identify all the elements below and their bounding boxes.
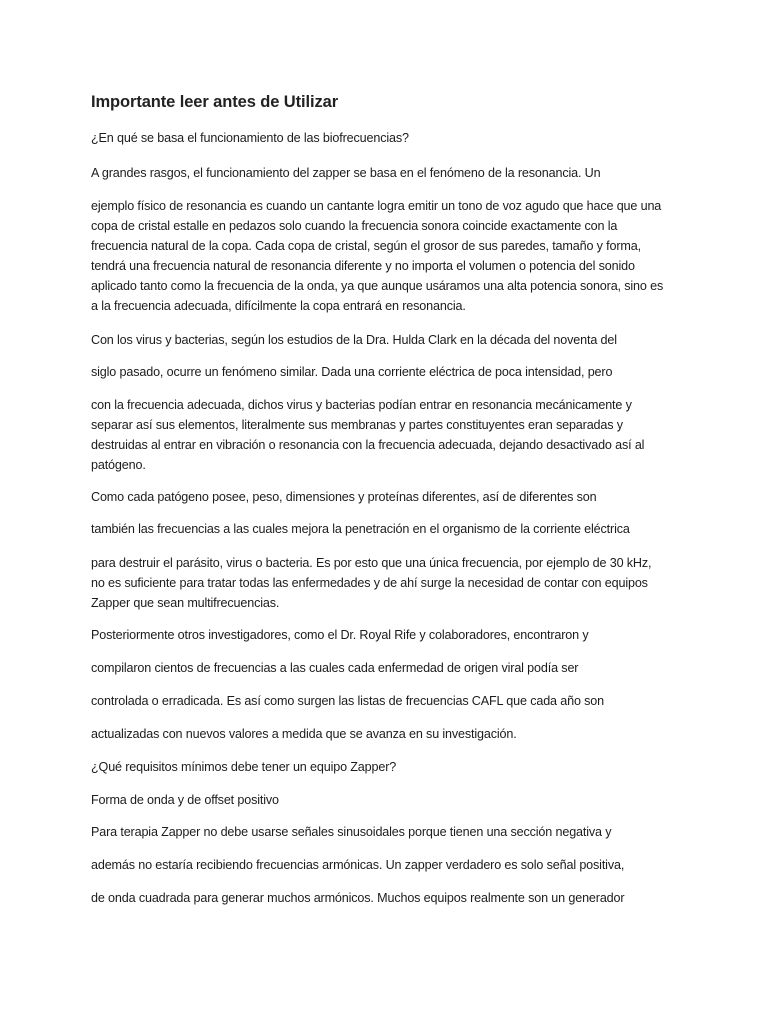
paragraph-line: Zapper que sean multifrecuencias. — [91, 596, 280, 610]
paragraph-line: separar así sus elementos, literalmente sus membranas y partes constituyentes eran separadas y — [91, 418, 623, 432]
paragraph-line: de onda cuadrada para generar muchos armónicos. Muchos equipos realmente son un generador — [91, 891, 625, 905]
paragraph-line: controlada o erradicada. Es así como surgen las listas de frecuencias CAFL que cada año son — [91, 694, 605, 708]
paragraph-line: no es suficiente para tratar todas las enfermedades y de ahí surge la necesidad de contar con equipos — [91, 576, 648, 590]
paragraph-line: patógeno. — [91, 458, 146, 472]
subheading-biofrequencies: ¿En qué se basa el funcionamiento de las biofrecuencias? — [91, 131, 409, 145]
paragraph-line: Posteriormente otros investigadores, como el Dr. Royal Rife y colaboradores, encontraron y — [91, 628, 589, 642]
paragraph-line: a la frecuencia adecuada, difícilmente la copa entrará en resonancia. — [91, 299, 466, 313]
paragraph-line: Con los virus y bacterias, según los estudios de la Dra. Hulda Clark en la década del noventa del — [91, 333, 617, 347]
paragraph-line: copa de cristal estalle en pedazos solo cuando la frecuencia sonora coincide exactamente con la — [91, 219, 618, 233]
paragraph-line: compilaron cientos de frecuencias a las cuales cada enfermedad de origen viral podía ser — [91, 661, 579, 675]
paragraph-line: también las frecuencias a las cuales mejora la penetración en el organismo de la corriente eléctrica — [91, 522, 630, 536]
paragraph-line: frecuencia natural de la copa. Cada copa de cristal, según el grosor de sus paredes, tamaño y forma, — [91, 239, 641, 253]
paragraph-line: destruidas al entrar en vibración o resonancia con la frecuencia adecuada, dejando desactivado así al — [91, 438, 645, 452]
paragraph-line: siglo pasado, ocurre un fenómeno similar. Dada una corriente eléctrica de poca intensidad, pero — [91, 365, 613, 379]
paragraph-line: Como cada patógeno posee, peso, dimensiones y proteínas diferentes, así de diferentes son — [91, 490, 597, 504]
paragraph-line: A grandes rasgos, el funcionamiento del zapper se basa en el fenómeno de la resonancia. Un — [91, 166, 601, 180]
paragraph-line: tendrá una frecuencia natural de resonancia diferente y no importa el volumen o potencia del sonido — [91, 259, 635, 273]
paragraph-line: además no estaría recibiendo frecuencias armónicas. Un zapper verdadero es solo señal positiva, — [91, 858, 625, 872]
paragraph-line: para destruir el parásito, virus o bacteria. Es por esto que una única frecuencia, por ejemplo de 30 kHz, — [91, 556, 652, 570]
document-title: Importante leer antes de Utilizar — [91, 93, 339, 111]
paragraph-line: Para terapia Zapper no debe usarse señales sinusoidales porque tienen una sección negativa y — [91, 825, 612, 839]
paragraph-line: aplicado tanto como la frecuencia de la onda, ya que aunque usáramos una alta potencia sonora, sino es — [91, 279, 664, 293]
paragraph-line: actualizadas con nuevos valores a medida que se avanza en su investigación. — [91, 727, 517, 741]
paragraph-line: con la frecuencia adecuada, dichos virus y bacterias podían entrar en resonancia mecánicamente y — [91, 398, 632, 412]
subheading-zapper-requirements: ¿Qué requisitos mínimos debe tener un equipo Zapper? — [91, 760, 397, 774]
subheading-waveform: Forma de onda y de offset positivo — [91, 793, 279, 807]
paragraph-line: ejemplo físico de resonancia es cuando un cantante logra emitir un tono de voz agudo que hace que una — [91, 199, 662, 213]
